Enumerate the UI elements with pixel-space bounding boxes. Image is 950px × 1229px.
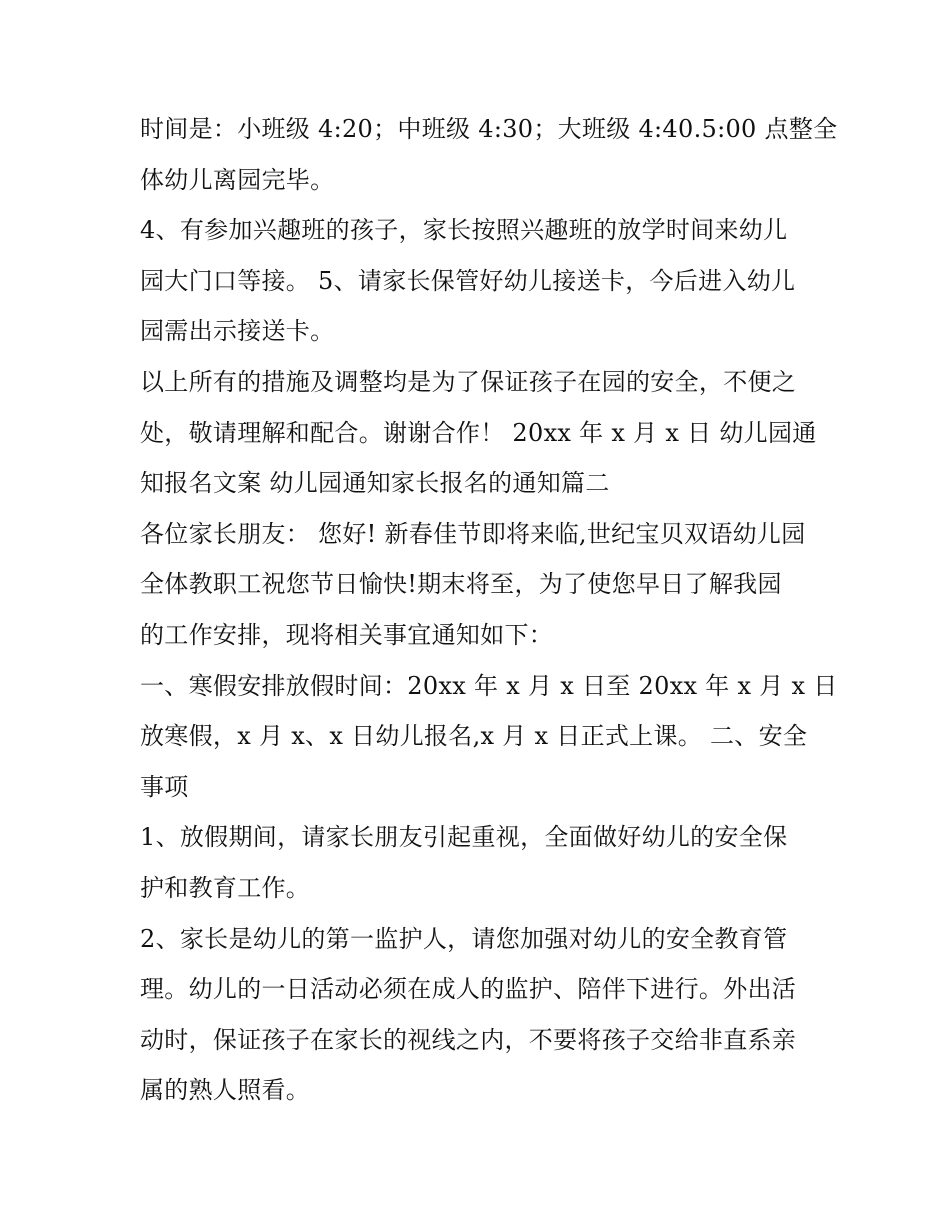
text-line: 处，敬请理解和配合。谢谢合作！ 20xx 年 x 月 x 日 幼儿园通	[140, 418, 817, 447]
text-line: 园大门口等接。 5、请家长保管好幼儿接送卡，今后进入幼儿	[140, 266, 796, 295]
text-line: 的工作安排，现将相关事宜通知如下：	[140, 620, 554, 649]
text-line: 4、有参加兴趣班的孩子，家长按照兴趣班的放学时间来幼儿	[140, 216, 788, 245]
text-line: 理。幼儿的一日活动必须在成人的监护、陪伴下进行。外出活	[140, 975, 797, 1004]
text-line: 2、家长是幼儿的第一监护人，请您加强对幼儿的安全教育管	[140, 924, 788, 953]
text-line: 体幼儿离园完毕。	[140, 165, 335, 194]
text-line: 知报名文案 幼儿园通知家长报名的通知篇二	[140, 469, 610, 498]
text-line: 1、放假期间，请家长朋友引起重视，全面做好幼儿的安全保	[140, 823, 788, 852]
text-line: 园需出示接送卡。	[140, 317, 335, 346]
text-line: 事项	[140, 772, 189, 801]
text-line: 各位家长朋友： 您好! 新春佳节即将来临,世纪宝贝双语幼儿园	[140, 519, 806, 548]
text-line: 以上所有的措施及调整均是为了保证孩子在园的安全，不便之	[140, 367, 797, 396]
text-line: 时间是：小班级 4:20；中班级 4:30；大班级 4:40.5:00 点整全	[140, 115, 838, 143]
document-body	[140, 104, 838, 1116]
text-line: 属的熟人照看。	[140, 1076, 311, 1105]
text-line: 放寒假，x 月 x、x 日幼儿报名,x 月 x 日正式上课。 二、安全	[140, 722, 808, 751]
text-line: 全体教职工祝您节日愉快!期末将至，为了使您早日了解我园	[140, 570, 782, 599]
text-line: 护和教育工作。	[140, 873, 311, 902]
text-line: 动时，保证孩子在家长的视线之内，不要将孩子交给非直系亲	[140, 1025, 797, 1054]
text-line: 一、寒假安排放假时间：20xx 年 x 月 x 日至 20xx 年 x 月 x 日	[140, 671, 838, 700]
